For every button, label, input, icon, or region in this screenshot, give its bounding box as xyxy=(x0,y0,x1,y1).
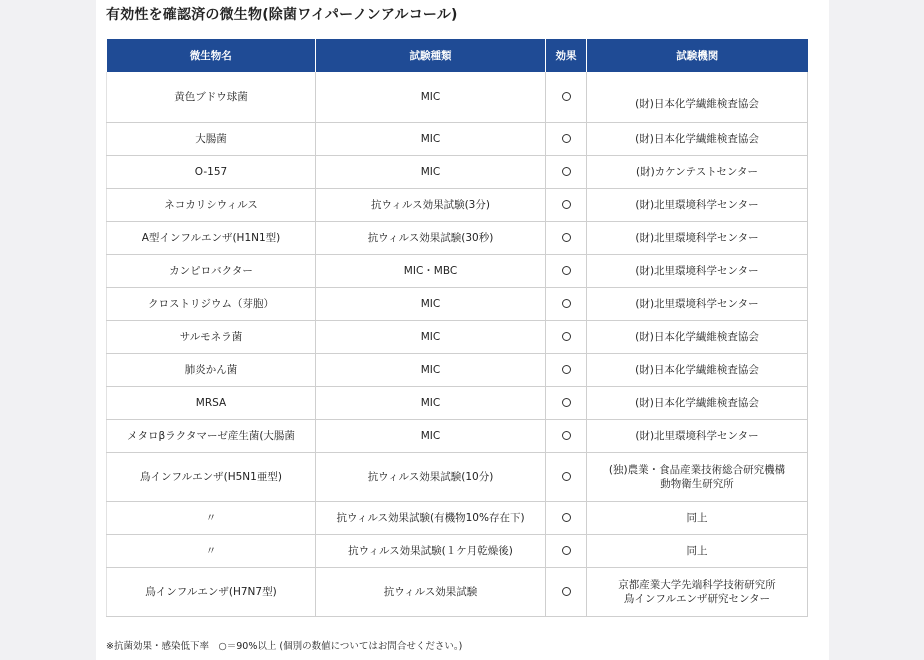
cell-organism: メタロβラクタマーゼ産生菌(大腸菌 xyxy=(107,419,316,452)
cell-test-type: MIC xyxy=(316,287,546,320)
table-row xyxy=(107,122,808,155)
lab-name: (財)日本化学繊維検査協会 xyxy=(635,363,759,376)
cell-lab xyxy=(587,320,808,353)
cell-effect xyxy=(546,254,587,287)
effect-circle-icon xyxy=(562,134,571,143)
cell-organism: 〃 xyxy=(107,501,316,534)
table-row xyxy=(107,501,808,534)
effect-circle-icon xyxy=(562,365,571,374)
cell-test-type: 抗ウィルス効果試験 xyxy=(316,567,546,616)
lab-name: 京都産業大学先端科学技術研究所 xyxy=(618,578,776,591)
cell-effect xyxy=(546,72,587,122)
table-row xyxy=(107,221,808,254)
cell-lab xyxy=(587,567,808,616)
cell-organism: A型インフルエンザ(H1N1型) xyxy=(107,221,316,254)
effect-circle-icon xyxy=(562,167,571,176)
cell-lab xyxy=(587,254,808,287)
cell-effect xyxy=(546,501,587,534)
effect-circle-icon xyxy=(562,299,571,308)
cell-test-type: MIC xyxy=(316,419,546,452)
table-row xyxy=(107,567,808,616)
lab-name-line2: 動物衛生研究所 xyxy=(660,477,734,490)
table-row xyxy=(107,188,808,221)
cell-organism: カンピロバクター xyxy=(107,254,316,287)
lab-name-line2: 鳥インフルエンザ研究センター xyxy=(623,592,771,605)
lab-name: (財)日本化学繊維検査協会 xyxy=(635,330,759,343)
effect-circle-icon xyxy=(562,431,571,440)
cell-organism: MRSA xyxy=(107,386,316,419)
cell-lab xyxy=(587,452,808,501)
header-organism: 微生物名 xyxy=(107,39,316,72)
cell-test-type: MIC xyxy=(316,122,546,155)
cell-organism: 鳥インフルエンザ(H5N1亜型) xyxy=(107,452,316,501)
cell-effect xyxy=(546,534,587,567)
effect-circle-icon xyxy=(562,200,571,209)
cell-lab xyxy=(587,155,808,188)
cell-lab xyxy=(587,353,808,386)
microbe-efficacy-table xyxy=(106,39,808,617)
effect-circle-icon xyxy=(562,233,571,242)
cell-organism: サルモネラ菌 xyxy=(107,320,316,353)
effect-circle-icon xyxy=(562,92,571,101)
header-effect: 効果 xyxy=(546,39,587,72)
lab-name: (財)北里環境科学センター xyxy=(635,198,759,211)
lab-name: (財)カケンテストセンター xyxy=(635,165,758,178)
cell-organism: 肺炎かん菌 xyxy=(107,353,316,386)
cell-lab xyxy=(587,386,808,419)
cell-lab xyxy=(587,287,808,320)
cell-lab xyxy=(587,188,808,221)
cell-lab xyxy=(587,221,808,254)
cell-test-type: 抗ウィルス効果試験(3分) xyxy=(316,188,546,221)
cell-effect xyxy=(546,567,587,616)
cell-test-type: MIC xyxy=(316,155,546,188)
lab-name: (財)北里環境科学センター xyxy=(635,264,759,277)
table-row xyxy=(107,320,808,353)
cell-test-type: 抗ウィルス効果試験(10分) xyxy=(316,452,546,501)
lab-name: (財)日本化学繊維検査協会 xyxy=(635,132,759,145)
lab-name: (財)北里環境科学センター xyxy=(635,297,759,310)
cell-effect xyxy=(546,452,587,501)
cell-effect xyxy=(546,353,587,386)
lab-name: 同上 xyxy=(686,511,708,524)
cell-test-type: MIC・MBC xyxy=(316,254,546,287)
cell-test-type: MIC xyxy=(316,320,546,353)
table-row xyxy=(107,534,808,567)
effect-circle-icon xyxy=(562,546,571,555)
table-row xyxy=(107,386,808,419)
cell-effect xyxy=(546,155,587,188)
lab-name: 同上 xyxy=(686,544,708,557)
cell-effect xyxy=(546,122,587,155)
effect-circle-icon xyxy=(562,398,571,407)
cell-test-type: 抗ウィルス効果試験(30秒) xyxy=(316,221,546,254)
cell-test-type: 抗ウィルス効果試験(有機物10%存在下) xyxy=(316,501,546,534)
cell-effect xyxy=(546,386,587,419)
cell-test-type: MIC xyxy=(316,386,546,419)
lab-name: (独)農業・食品産業技術総合研究機構 xyxy=(608,463,786,476)
table-row xyxy=(107,72,808,122)
cell-organism: ネコカリシウィルス xyxy=(107,188,316,221)
lab-name: (財)北里環境科学センター xyxy=(635,429,759,442)
cell-effect xyxy=(546,287,587,320)
header-test-type: 試験種類 xyxy=(316,39,546,72)
table-row xyxy=(107,287,808,320)
cell-lab xyxy=(587,72,808,122)
table-row xyxy=(107,155,808,188)
header-lab: 試験機関 xyxy=(587,39,808,72)
effect-circle-icon xyxy=(562,587,571,596)
cell-test-type: 抗ウィルス効果試験(１ケ月乾燥後) xyxy=(316,534,546,567)
page-title: 有効性を確認済の微生物(除菌ワイパーノンアルコール) xyxy=(106,7,458,23)
cell-organism: 大腸菌 xyxy=(107,122,316,155)
cell-organism: 鳥インフルエンザ(H7N7型) xyxy=(107,567,316,616)
table-row xyxy=(107,419,808,452)
cell-effect xyxy=(546,221,587,254)
cell-lab xyxy=(587,534,808,567)
effect-circle-icon xyxy=(562,266,571,275)
effect-circle-icon xyxy=(562,472,571,481)
cell-test-type: MIC xyxy=(316,353,546,386)
cell-organism: 黄色ブドウ球菌 xyxy=(107,72,316,122)
cell-effect xyxy=(546,188,587,221)
effect-circle-icon xyxy=(562,332,571,341)
table-header-row xyxy=(107,39,808,72)
cell-organism: 〃 xyxy=(107,534,316,567)
table-row xyxy=(107,353,808,386)
cell-organism: O-157 xyxy=(107,155,316,188)
cell-lab xyxy=(587,419,808,452)
cell-effect xyxy=(546,419,587,452)
lab-name: (財)日本化学繊維検査協会 xyxy=(635,97,759,110)
table-row xyxy=(107,452,808,501)
table-row xyxy=(107,254,808,287)
cell-lab xyxy=(587,122,808,155)
lab-name: (財)日本化学繊維検査協会 xyxy=(635,396,759,409)
cell-test-type: MIC xyxy=(316,72,546,122)
footnote: ※抗菌効果・感染低下率 ○＝90%以上 (個別の数値についてはお問合せください。) xyxy=(106,641,463,652)
lab-name: (財)北里環境科学センター xyxy=(635,231,759,244)
effect-circle-icon xyxy=(562,513,571,522)
cell-effect xyxy=(546,320,587,353)
cell-organism: クロストリジウム（芽胞） xyxy=(107,287,316,320)
cell-lab xyxy=(587,501,808,534)
